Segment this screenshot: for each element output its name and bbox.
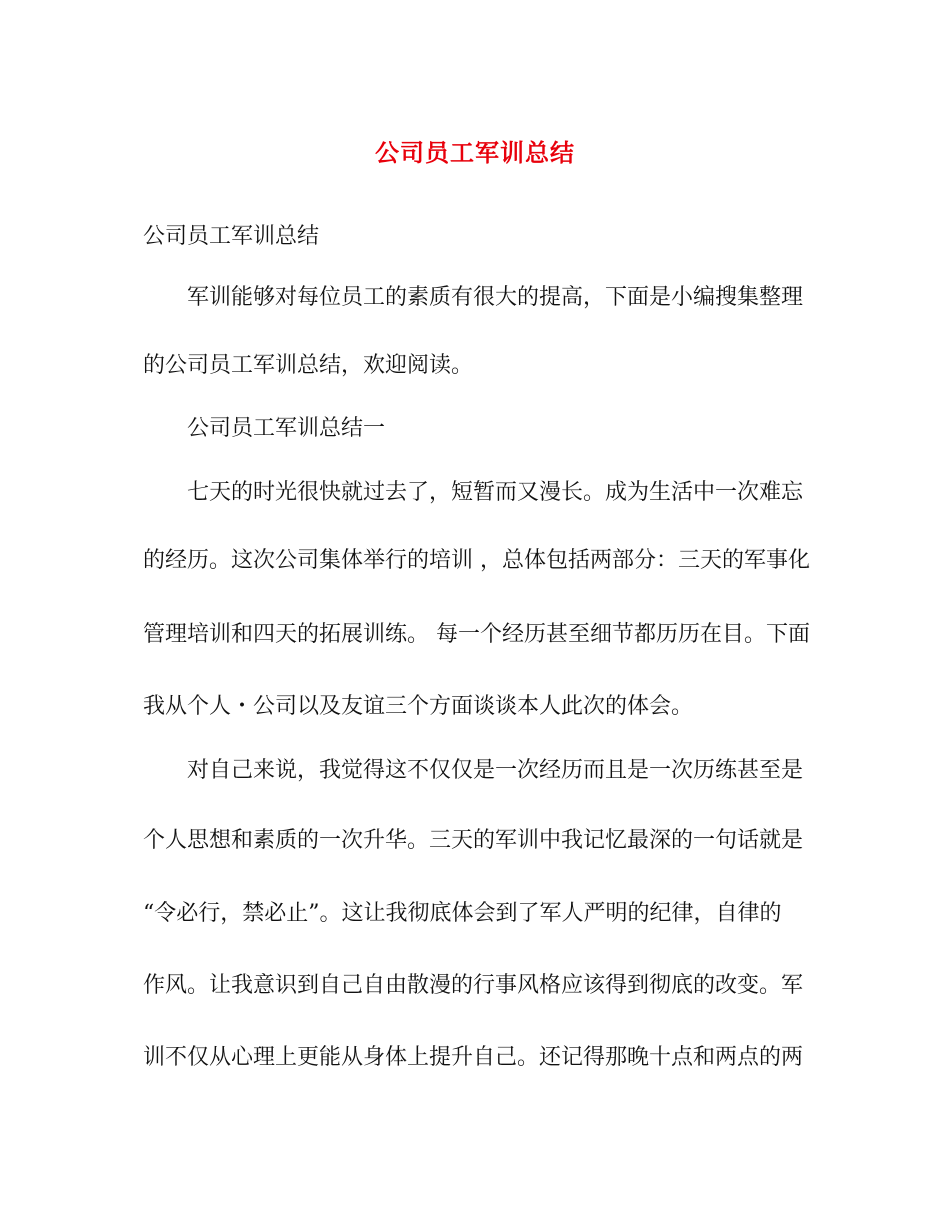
body-line: 的经历。这次公司集体举行的培训 ，总体包括两部分：三天的军事化: [143, 548, 810, 573]
body-line: 七天的时光很快就过去了，短暂而又漫长。成为生活中一次难忘: [187, 480, 804, 505]
body-line: 的公司员工军训总结，欢迎阅读。: [143, 353, 474, 378]
body-line: 我从个人・公司以及友谊三个方面谈谈本人此次的体会。: [143, 694, 694, 719]
section-heading: 公司员工军训总结一: [187, 416, 386, 441]
body-line: “令必行，禁必止”。这让我彻底体会到了军人严明的纪律，自律的: [143, 901, 782, 926]
body-line: 管理培训和四天的拓展训练。 每一个经历甚至细节都历历在目。下面: [143, 622, 810, 647]
body-line: 训不仅从心理上更能从身体上提升自己。还记得那晚十点和两点的两: [143, 1045, 804, 1070]
document-title: 公司员工军训总结: [375, 139, 575, 167]
body-line: 对自己来说，我觉得这不仅仅是一次经历而且是一次历练甚至是: [187, 758, 804, 783]
body-line: 公司员工军训总结: [143, 224, 320, 249]
body-line: 个人思想和素质的一次升华。三天的军训中我记忆最深的一句话就是: [143, 828, 804, 853]
body-line: 军训能够对每位员工的素质有很大的提高，下面是小编搜集整理: [187, 285, 804, 310]
body-line: 作风。让我意识到自己自由散漫的行事风格应该得到彻底的改变。军: [143, 973, 804, 998]
